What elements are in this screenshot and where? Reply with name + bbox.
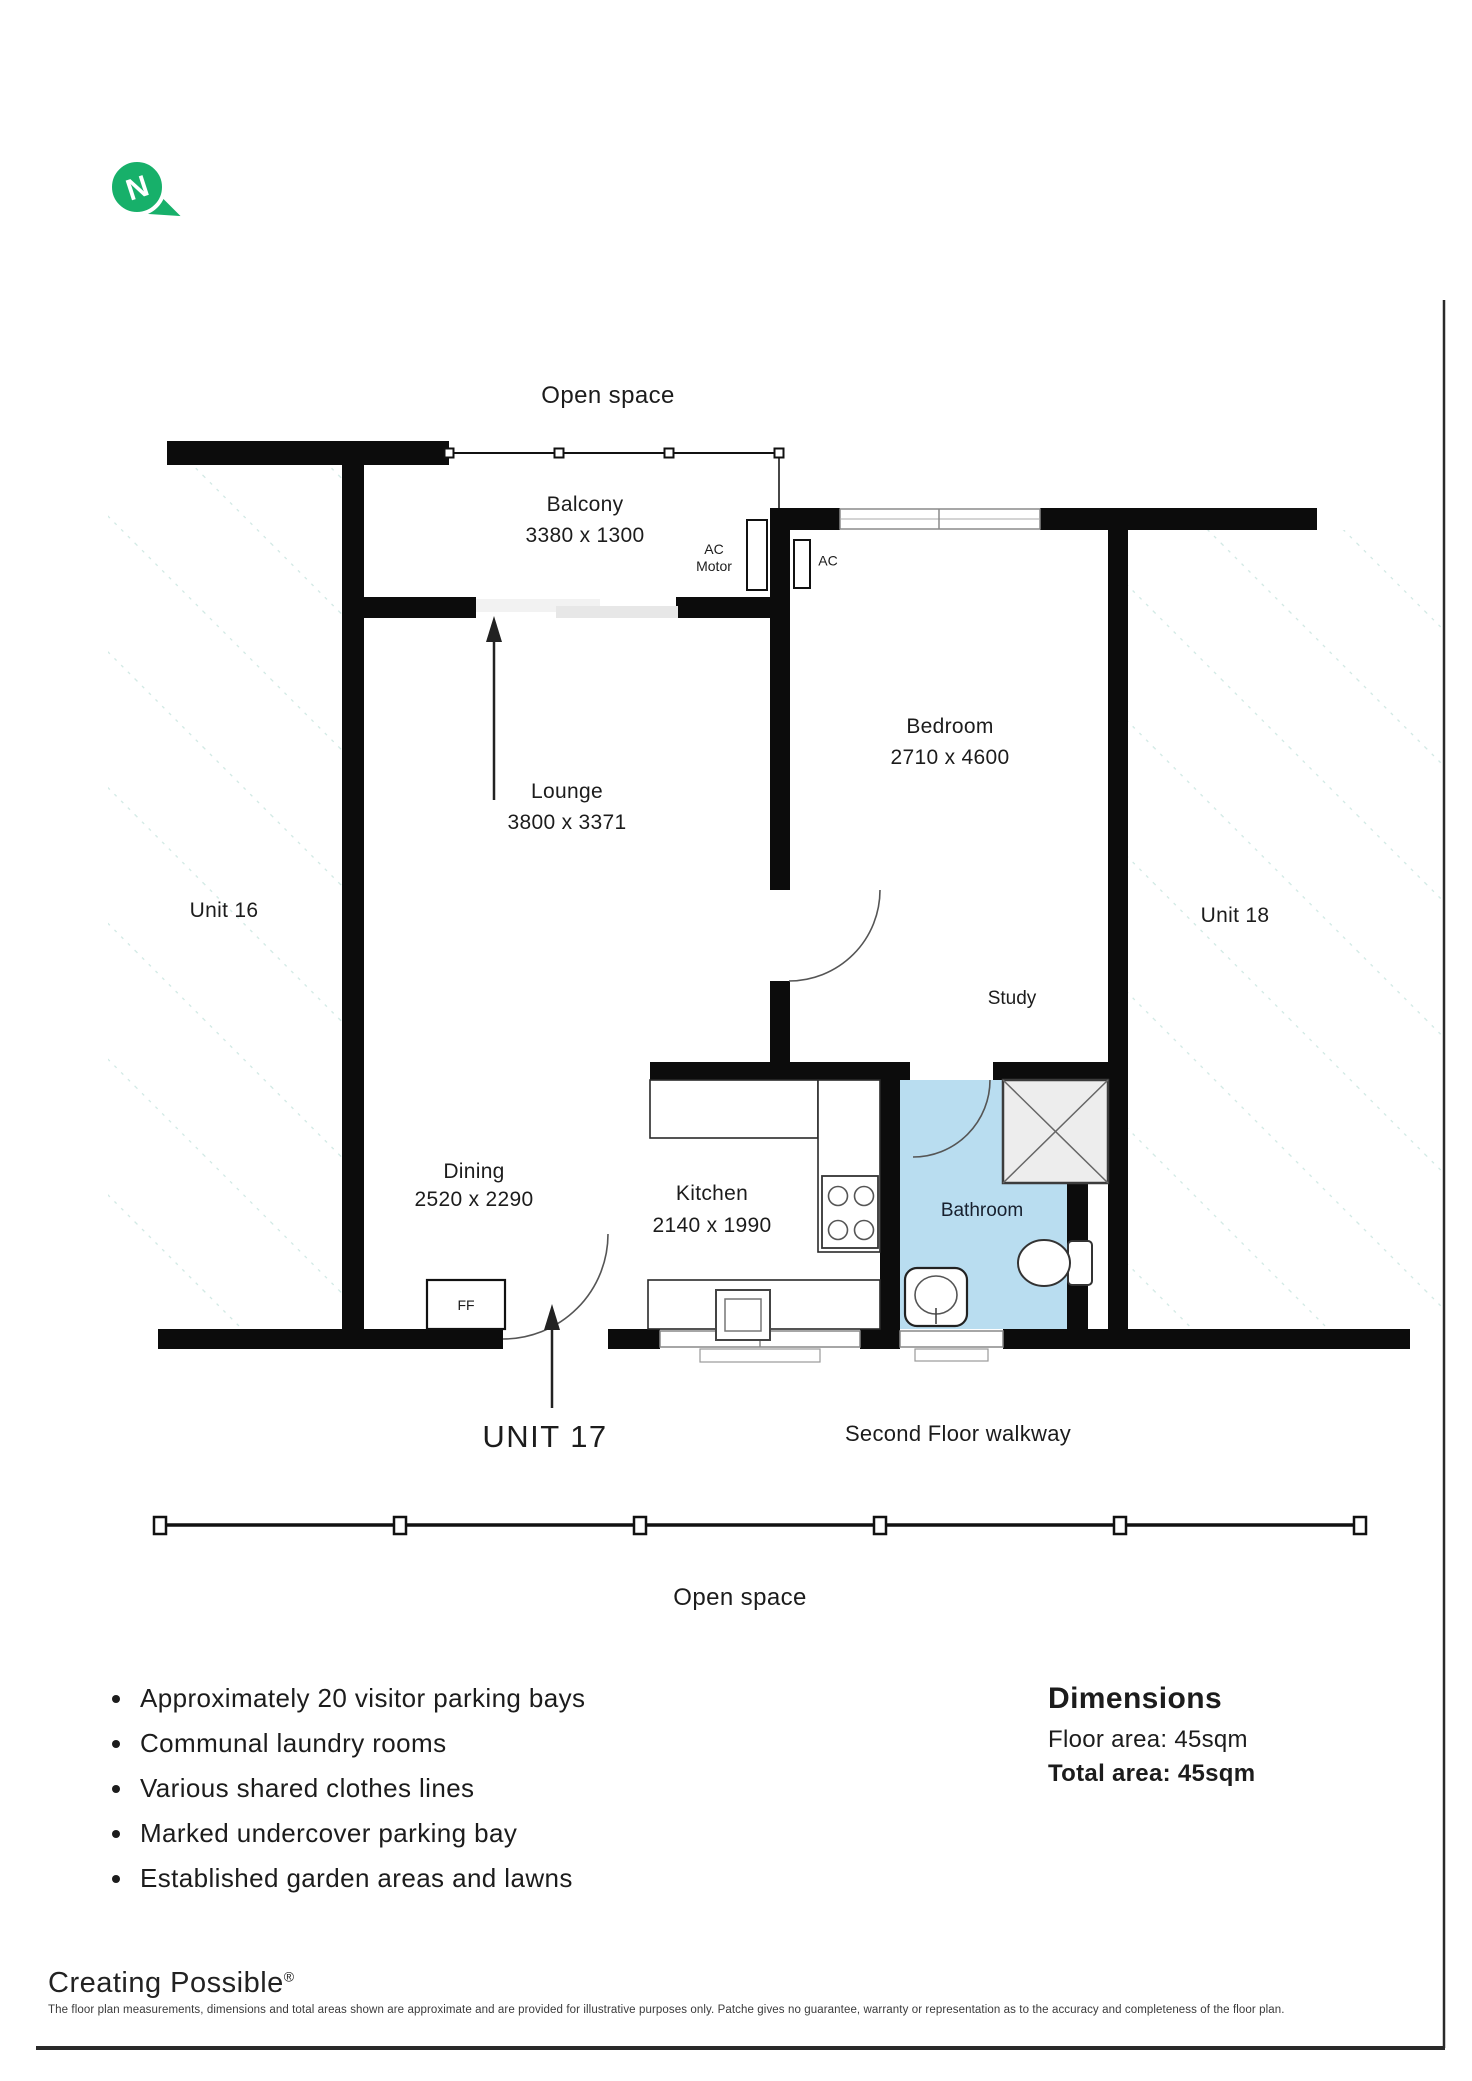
svg-text:N: N	[122, 169, 153, 208]
bedroom-label: Bedroom	[906, 715, 994, 738]
open-space-bottom-label: Open space	[673, 1584, 807, 1611]
bedroom-door-arc	[789, 890, 880, 981]
amenity-item: Various shared clothes lines	[104, 1766, 585, 1811]
kitchen-dims: 2140 x 1990	[652, 1214, 772, 1237]
ac-box	[794, 540, 810, 588]
amenity-item: Established garden areas and lawns	[104, 1856, 585, 1901]
balcony-entry-arrow	[486, 616, 502, 800]
unit18-label: Unit 18	[1200, 904, 1270, 927]
sink-icon	[716, 1290, 770, 1340]
toilet-icon	[1018, 1240, 1092, 1286]
amenities-list	[104, 1676, 585, 1901]
dining-label: Dining	[443, 1160, 505, 1183]
walkway-label: Second Floor walkway	[844, 1421, 1072, 1446]
unit-entry-arrow	[544, 1304, 560, 1408]
stove-icon	[822, 1176, 878, 1248]
dimensions-title: Dimensions	[1048, 1682, 1223, 1715]
bedroom-window	[840, 509, 1040, 529]
fridge-label: FF	[457, 1297, 475, 1313]
ac-motor-line1: AC	[704, 541, 724, 557]
amenity-item: Approximately 20 visitor parking bays	[104, 1676, 585, 1721]
brand-text: Creating Possible	[48, 1967, 284, 1999]
lounge-dims: 3800 x 3371	[507, 811, 627, 834]
ac-motor-box	[747, 520, 767, 590]
unit16-label: Unit 16	[189, 899, 259, 922]
balcony-dims: 3380 x 1300	[525, 524, 645, 547]
footer-disclaimer: The floor plan measurements, dimensions and total areas shown are approximate and are provided for illustrative purposes only. Patche gives no guarantee, warranty or representation as to the accuracy and completeness of the floor plan.	[48, 2004, 1285, 2016]
unit17-label: UNIT 17	[482, 1419, 608, 1454]
lounge-label: Lounge	[531, 780, 603, 803]
north-logo-icon	[110, 160, 187, 219]
study-label: Study	[987, 988, 1037, 1009]
open-space-top-label: Open space	[541, 382, 675, 409]
bathroom-window	[900, 1331, 1003, 1361]
dimensions-floor-area: Floor area: 45sqm	[1048, 1726, 1248, 1753]
dining-dims: 2520 x 2290	[414, 1188, 534, 1211]
bathroom-label: Bathroom	[940, 1200, 1024, 1221]
registered-mark: ®	[283, 1968, 295, 1985]
ac-motor-label	[696, 541, 732, 575]
basin-icon	[905, 1268, 967, 1326]
shower-icon	[1003, 1080, 1108, 1183]
kitchen-label: Kitchen	[675, 1182, 749, 1205]
amenity-item: Marked undercover parking bay	[104, 1811, 585, 1856]
sliding-door	[476, 599, 678, 618]
dimensions-total-area: Total area: 45sqm	[1048, 1760, 1256, 1787]
balcony-label: Balcony	[546, 493, 624, 516]
brand-tagline	[48, 1967, 295, 2000]
bedroom-ac-label: AC	[818, 552, 838, 569]
unit18-hatch-area	[1128, 530, 1443, 1329]
ac-motor-line2: Motor	[696, 558, 732, 574]
walkway-balustrade	[154, 1517, 1366, 1534]
bedroom-dims: 2710 x 4600	[890, 746, 1010, 769]
amenity-item: Communal laundry rooms	[104, 1721, 585, 1766]
unit16-hatch-area	[108, 441, 342, 1329]
